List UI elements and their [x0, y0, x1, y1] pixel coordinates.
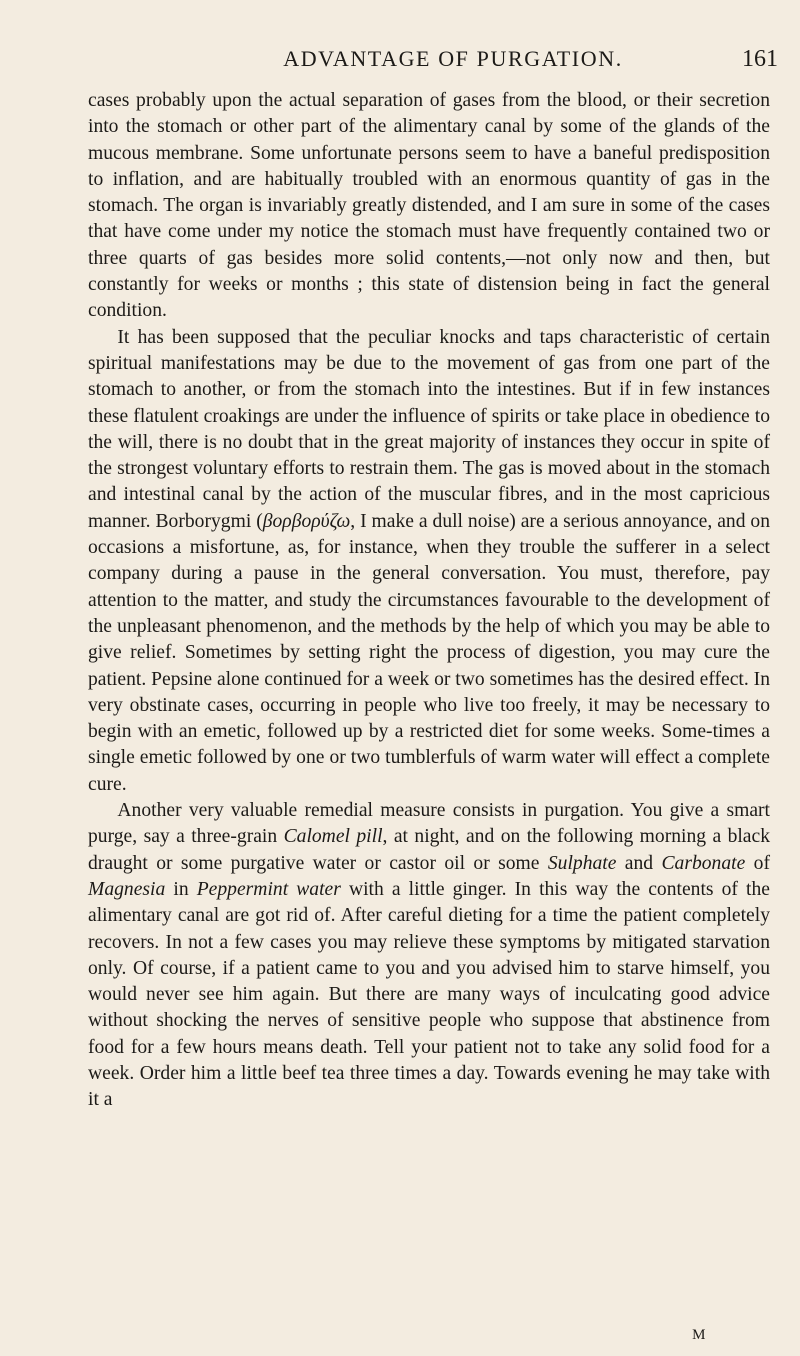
paragraph-2	[88, 325, 770, 798]
page-header	[88, 44, 778, 78]
paragraph-1-text: cases probably upon the actual separation of gases from the blood, or their secretion into the stomach or other part of the alimentary canal by some of the glands of the mucous membrane. Some unfortunate persons seem to have a baneful predisposition to inflation, and are habitually troubled with an enormous quantity of gas in the stomach. The organ is invariably greatly distended, and I am sure in some of the cases that have come under my notice the stomach must have frequently contained two or three quarts of gas besides more solid contents,—not only now and then, but constantly for weeks or months ; this state of distension being in fact the general condition.	[88, 90, 770, 322]
connector-in: in	[165, 878, 197, 900]
paragraph-1	[88, 88, 770, 325]
paragraph-3-text-a: Another very valuable remedial measure consists in purgation. You give a smart purge, say a three-grain	[88, 800, 770, 848]
connector-and: and	[616, 852, 662, 874]
paragraph-3-text-c: with a little ginger. In this way the contents of the alimentary canal are got rid of. After careful dieting for a time the patient completely recovers. In not a few cases you may relieve these symptoms by mitigated starvation only. Of course, if a patient came to you and you advised him to starve himself, you would never see him again. But there are many ways of inculcating good advice without shocking the nerves of sensitive people who suppose that abstinence from food for a few hours means death. Tell your patient not to take any solid food for a week. Order him a little beef tea three times a day. Towards evening he may take with it a	[88, 878, 770, 1111]
magnesia-term: Magnesia	[88, 878, 166, 900]
greek-word: βορβορύζω	[262, 510, 351, 532]
calomel-pill: Calomel pill	[283, 826, 383, 848]
paragraph-3-text-b: , at night, and on the following morning a black draught or some purgative water or castor oil or some	[88, 826, 771, 874]
running-title: ADVANTAGE OF PURGATION.	[283, 46, 623, 71]
carbonate-term: Carbonate	[661, 852, 746, 874]
sulphate-term: Sulphate	[547, 852, 617, 874]
connector-of: of	[745, 852, 770, 874]
paragraph-2-text-b: , I make a dull noise) are a serious annoyance, and on occasions a misfortune, as, for instance, when they trouble the sufferer in a select company during a pause in the general conversation. You must, therefore, pay attention to the matter, and study the circumstances favourable to the development of the unpleasant phenomenon, and the methods by the help of which you may be able to give relief. Sometimes by setting right the process of digestion, you may cure the patient. Pepsine alone continued for a week or two sometimes has the desired effect. In very obstinate cases, occurring in people who live too freely, it may be necessary to begin with an emetic, followed up by a restricted diet for some weeks. Some-times a single emetic followed by one or two tumblerfuls of warm water will effect a complete cure.	[88, 510, 770, 795]
peppermint-water-term: Peppermint water	[196, 878, 341, 900]
paragraph-3	[88, 798, 770, 1114]
paragraph-2-text-a: It has been supposed that the peculiar knocks and taps characteristic of certain spiritual manifestations may be due to the movement of gas from one part of the stomach to another, or from the stomach into the intestines. But if in few instances these flatulent croakings are under the influence of spirits or take place in obedience to the will, there is no doubt that in the great majority of instances they occur in spite of the strongest voluntary efforts to restrain them. The gas is moved about in the stomach and intestinal canal by the action of the muscular fibres, and in the most capricious manner. Borborygmi (	[88, 326, 770, 532]
signature-mark: M	[692, 1327, 706, 1343]
body-text	[88, 88, 770, 1114]
page-number: 161	[742, 46, 778, 72]
